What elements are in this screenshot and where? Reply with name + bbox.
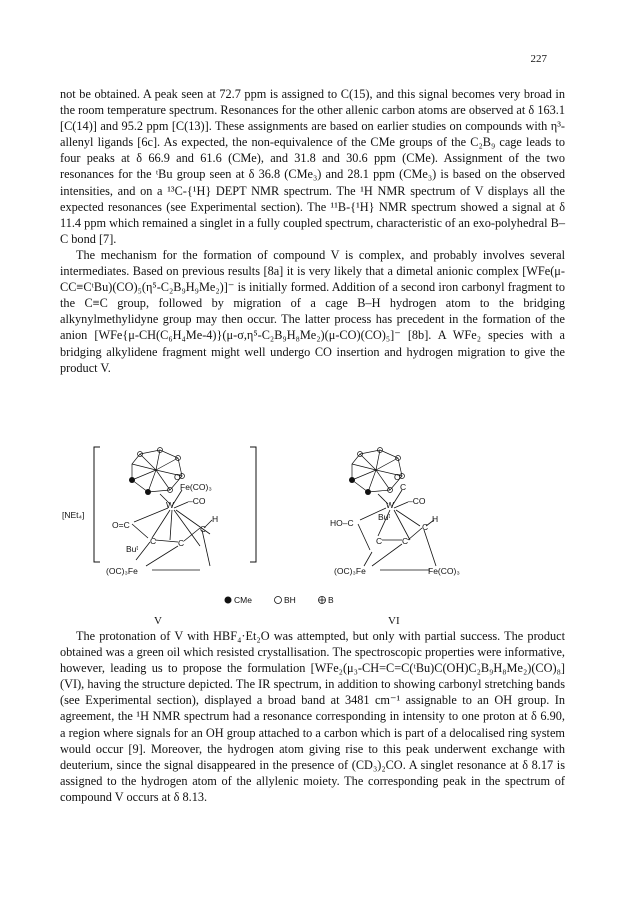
paragraph: not be obtained. A peak seen at 72.7 ppm is assigned to C(15), and this signal becomes very broad in the room temperature spectrum. Resonances for the other allenic carbon atoms are observed at δ 163.1 [C(14)] and 95.2 ppm [C(13)]. These assignments are based on earlier studies on compounds with η³-allenyl ligands [6c]. As expected, the non-equivalence of the CMe groups of the C₂B₉ cage leads to four peaks at δ 66.9 and 61.6 (CMe), and 31.8 and 30.6 ppm (CMe). Assignment of the two resonances for the ᵗBu group seen at δ 36.8 (CMe₃) and 28.1 ppm (CMe₃) is based on the observed intensities, and on a ¹³C-{¹H} DEPT NMR spectrum. The ¹H NMR spectrum of V displays all the expected resonances (see Experimental section). The ¹¹B-{¹H} NMR spectrum showed a signal at δ 11.4 ppm which remained a singlet in a fully coupled spectrum, characteristic of an exo-polyhedral B–C bond [7].	[60, 87, 565, 246]
compound-label-v: V	[154, 615, 162, 627]
open-circle-icon	[275, 597, 282, 604]
counter-ion: [NEt₄]	[62, 510, 85, 520]
carbaborane-cage	[352, 448, 405, 493]
filled-circle-icon	[225, 597, 232, 604]
structure-figure	[60, 442, 565, 627]
atom-label: C	[150, 536, 157, 546]
atom-label: H	[212, 514, 219, 524]
legend-label: CMe	[234, 595, 252, 605]
atom-label: –CO	[188, 496, 206, 506]
atom-label: C	[422, 522, 429, 532]
atom-label: HO–C	[330, 518, 354, 528]
atom-label: H	[432, 514, 439, 524]
atom-label: O	[174, 472, 181, 482]
atom-label: (OC)₃Fe	[334, 566, 366, 576]
atom-label: O	[394, 472, 401, 482]
atom-label: C	[402, 536, 409, 546]
paragraph: The mechanism for the formation of compound V is complex, and probably involves several intermediates. Based on previous results [8a] it is very likely that a dimetal anionic complex [WFe(μ-CC≡CᵗBu)(CO)₅(η⁵-C₂B₉H₉Me₂)]⁻ is initially formed. Addition of a second iron carbonyl fragment to the C≡C group, followed by migration of a cage B–H hydrogen atom to the bridging alkynylmethylidyne group may then occur. The latter process has precedent in the formation of the anion [WFe{μ-CH(C₆H₄Me-4)}(μ-σ,η⁵-C₂B₉H₈Me₂)(μ-CO)(CO)₅]⁻ [8b]. A WFe₂ species with a bridging alkylidene fragment might well undergo CO insertion and hydrogen migration to give the product V.	[60, 247, 565, 375]
body-text-bottom	[60, 628, 565, 805]
body-text-top	[60, 86, 565, 376]
atom-label: O=C	[112, 520, 130, 530]
atom-label: Fe(CO)₃	[428, 566, 460, 576]
paragraph: The protonation of V with HBF₄·Et₂O was attempted, but only with partial success. The product obtained was a green oil which resisted crystallisation. The spectroscopic properties were informative, however, leading us to propose the formulation [WFe₂(μ₃-CH=C=C(ᵗBu)C(OH)C₂B₉H₈Me₂)(CO)₈] (VI), having the structure depicted. The IR spectrum, in addition to showing carbonyl stretching bands (see Experimental section), displayed a broad band at 3481 cm⁻¹ assignable to an OH group. In agreement, the ¹H NMR spectrum had a resonance corresponding in intensity to one proton at δ 6.90, a region where signals for an OH group attached to a carbon which is part of a delocalised ring system would occur [9]. Moreover, the hydrogen atom giving rise to this peak underwent exchange with deuterium, since the signal disappeared in the presence of (CD₃)₂CO. A singlet resonance at δ 8.17 is assigned to the hydrogen atom of the allylenic moiety. The corresponding peak in the spectrum of compound V occurs at δ 8.13.	[60, 629, 565, 804]
atom-label: –CO	[408, 496, 426, 506]
plus-circle-icon	[319, 597, 326, 604]
compound-vi-structure	[330, 448, 460, 577]
legend	[225, 595, 335, 605]
compound-label-vi: VI	[388, 615, 400, 627]
atom-label: W	[386, 500, 395, 510]
atom-label: C	[376, 536, 383, 546]
atom-label: Buᵗ	[126, 544, 139, 554]
page-number: 227	[530, 53, 547, 65]
legend-label: BH	[284, 595, 296, 605]
structure-drawing	[60, 442, 565, 627]
carbaborane-cage	[132, 448, 185, 493]
atom-label: Buᵗ	[378, 512, 391, 522]
atom-label: Fe(CO)₃	[180, 482, 212, 492]
atom-label: C	[178, 538, 185, 548]
legend-label: B	[328, 595, 334, 605]
atom-label: (OC)₃Fe	[106, 566, 138, 576]
atom-label: C	[200, 524, 207, 534]
atom-label: W	[166, 500, 175, 510]
atom-label: C	[400, 482, 407, 492]
compound-v-structure	[62, 447, 256, 576]
